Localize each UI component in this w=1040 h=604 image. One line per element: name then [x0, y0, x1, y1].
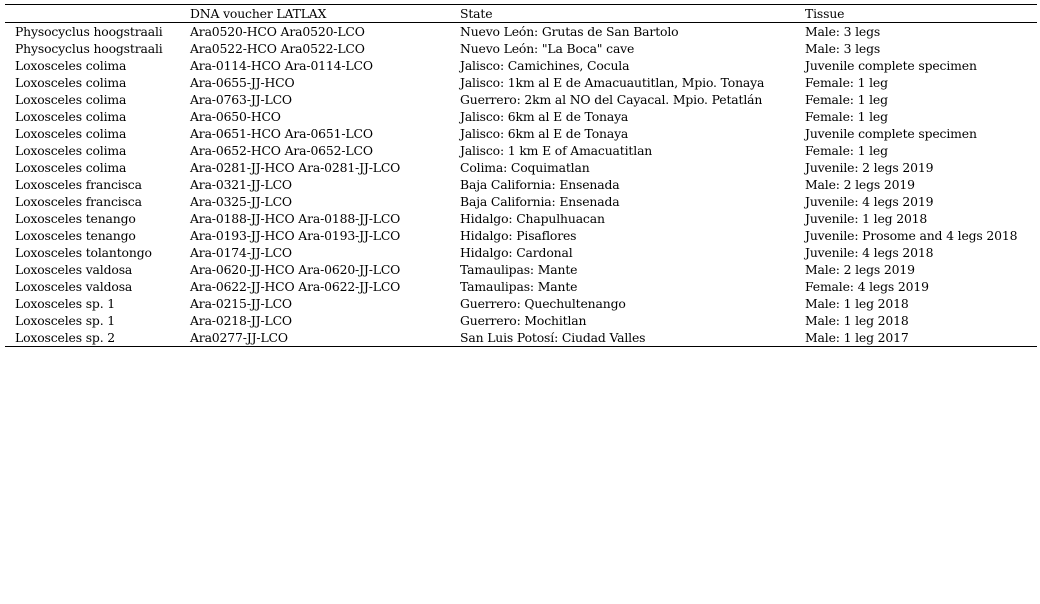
cell-species: Loxosceles tenango — [15, 228, 136, 243]
cell-tissue: Female: 4 legs 2019 — [805, 279, 929, 294]
cell-state: Jalisco: 6km al E de Tonaya — [460, 126, 629, 141]
cell-state: Guerrero: Quechultenango — [460, 296, 626, 311]
cell-state: San Luis Potosí: Ciudad Valles — [460, 329, 805, 347]
table-row — [5, 193, 1037, 210]
table-row — [5, 142, 1037, 159]
cell-tissue: Juvenile complete specimen — [805, 126, 977, 141]
cell-tissue: Juvenile complete specimen — [805, 58, 977, 73]
cell-species: Loxosceles francisca — [15, 177, 142, 192]
cell-state: Colima: Coquimatlan — [460, 160, 590, 175]
cell-dna-voucher: Ara-0321-JJ-LCO — [190, 177, 292, 192]
table-row — [5, 227, 1037, 244]
table-body — [5, 23, 1037, 347]
cell-state: Jalisco: 1km al E de Amacuautitlan, Mpio. Tonaya — [460, 75, 765, 90]
cell-state: Guerrero: 2km al NO del Cayacal. Mpio. Petatlán — [460, 92, 763, 107]
cell-dna-voucher: Ara-0763-JJ-LCO — [190, 92, 292, 107]
cell-species: Physocyclus hoogstraali — [15, 24, 163, 39]
table-row — [5, 244, 1037, 261]
table-row — [5, 329, 1037, 347]
cell-species: Loxosceles sp. 1 — [15, 296, 116, 311]
cell-species: Loxosceles sp. 2 — [5, 329, 190, 347]
cell-state: Hidalgo: Chapulhuacan — [460, 211, 605, 226]
cell-dna-voucher: Ara-0193-JJ-HCO Ara-0193-JJ-LCO — [190, 228, 401, 243]
cell-species: Loxosceles colima — [15, 160, 127, 175]
cell-tissue: Male: 2 legs 2019 — [805, 262, 915, 277]
table-row — [5, 108, 1037, 125]
cell-dna-voucher: Ara-0281-JJ-HCO Ara-0281-JJ-LCO — [190, 160, 401, 175]
cell-tissue: Juvenile: 4 legs 2019 — [805, 194, 934, 209]
cell-state: Jalisco: 1 km E of Amacuatitlan — [460, 143, 653, 158]
cell-species: Loxosceles colima — [15, 92, 127, 107]
cell-dna-voucher: Ara-0655-JJ-HCO — [190, 75, 295, 90]
header-species — [5, 5, 190, 23]
cell-state: Tamaulipas: Mante — [460, 262, 578, 277]
cell-tissue: Juvenile: 1 leg 2018 — [805, 211, 928, 226]
table-row — [5, 176, 1037, 193]
cell-tissue: Female: 1 leg — [805, 75, 888, 90]
header-dna-voucher: DNA voucher LATLAX — [190, 5, 460, 23]
cell-species: Loxosceles colima — [15, 143, 127, 158]
cell-tissue: Male: 1 leg 2018 — [805, 296, 909, 311]
cell-dna-voucher: Ara0522-HCO Ara0522-LCO — [190, 41, 365, 56]
cell-tissue: Juvenile: 2 legs 2019 — [805, 160, 934, 175]
cell-tissue: Male: 3 legs — [805, 24, 881, 39]
specimen-table — [5, 4, 1037, 347]
table-header — [5, 5, 1037, 23]
cell-dna-voucher: Ara-0218-JJ-LCO — [190, 313, 292, 328]
table-row — [5, 312, 1037, 329]
cell-dna-voucher: Ara-0325-JJ-LCO — [190, 194, 292, 209]
table-row — [5, 91, 1037, 108]
cell-dna-voucher: Ara-0188-JJ-HCO Ara-0188-JJ-LCO — [190, 211, 401, 226]
cell-dna-voucher: Ara-0652-HCO Ara-0652-LCO — [190, 143, 373, 158]
cell-species: Physocyclus hoogstraali — [15, 41, 163, 56]
table-row — [5, 159, 1037, 176]
table-row — [5, 74, 1037, 91]
cell-dna-voucher: Ara-0620-JJ-HCO Ara-0620-JJ-LCO — [190, 262, 401, 277]
cell-species: Loxosceles tolantongo — [15, 245, 152, 260]
table-row — [5, 125, 1037, 142]
cell-dna-voucher: Ara-0650-HCO — [190, 109, 281, 124]
table-row — [5, 210, 1037, 227]
cell-species: Loxosceles colima — [15, 58, 127, 73]
cell-species: Loxosceles valdosa — [15, 262, 133, 277]
cell-tissue: Female: 1 leg — [805, 143, 888, 158]
cell-species: Loxosceles sp. 1 — [15, 313, 116, 328]
cell-state: Hidalgo: Pisaflores — [460, 228, 577, 243]
specimen-table-container — [5, 4, 1037, 347]
cell-tissue: Female: 1 leg — [805, 109, 888, 124]
cell-species: Loxosceles colima — [15, 75, 127, 90]
cell-tissue: Male: 3 legs — [805, 41, 881, 56]
table-row — [5, 261, 1037, 278]
table-row — [5, 57, 1037, 74]
cell-state: Guerrero: Mochitlan — [460, 313, 587, 328]
cell-state: Jalisco: 6km al E de Tonaya — [460, 109, 629, 124]
table-row — [5, 40, 1037, 57]
cell-tissue: Juvenile: 4 legs 2018 — [805, 245, 934, 260]
cell-dna-voucher: Ara-0215-JJ-LCO — [190, 296, 292, 311]
cell-state: Nuevo León: Grutas de San Bartolo — [460, 24, 679, 39]
header-row — [5, 5, 1037, 23]
cell-dna-voucher: Ara-0174-JJ-LCO — [190, 245, 292, 260]
cell-species: Loxosceles tenango — [15, 211, 136, 226]
cell-dna-voucher: Ara0520-HCO Ara0520-LCO — [190, 24, 365, 39]
cell-dna-voucher: Ara-0114-HCO Ara-0114-LCO — [190, 58, 373, 73]
cell-dna-voucher: Ara-0651-HCO Ara-0651-LCO — [190, 126, 373, 141]
header-state: State — [460, 5, 805, 23]
cell-species: Loxosceles francisca — [15, 194, 142, 209]
cell-state: Nuevo León: "La Boca" cave — [460, 41, 635, 56]
cell-species: Loxosceles valdosa — [15, 279, 133, 294]
cell-species: Loxosceles colima — [15, 126, 127, 141]
cell-state: Baja California: Ensenada — [460, 194, 620, 209]
cell-tissue: Juvenile: Prosome and 4 legs 2018 — [805, 228, 1018, 243]
table-row — [5, 278, 1037, 295]
cell-tissue: Female: 1 leg — [805, 92, 888, 107]
cell-tissue: Male: 1 leg 2017 — [805, 329, 1037, 347]
cell-dna-voucher: Ara-0622-JJ-HCO Ara-0622-JJ-LCO — [190, 279, 401, 294]
table-row — [5, 23, 1037, 41]
cell-state: Hidalgo: Cardonal — [460, 245, 573, 260]
cell-state: Baja California: Ensenada — [460, 177, 620, 192]
cell-tissue: Male: 1 leg 2018 — [805, 313, 909, 328]
table-row — [5, 295, 1037, 312]
header-tissue: Tissue — [805, 5, 1037, 23]
cell-state: Jalisco: Camichines, Cocula — [460, 58, 630, 73]
cell-species: Loxosceles colima — [15, 109, 127, 124]
cell-state: Tamaulipas: Mante — [460, 279, 578, 294]
cell-dna-voucher: Ara0277-JJ-LCO — [190, 329, 460, 347]
cell-tissue: Male: 2 legs 2019 — [805, 177, 915, 192]
